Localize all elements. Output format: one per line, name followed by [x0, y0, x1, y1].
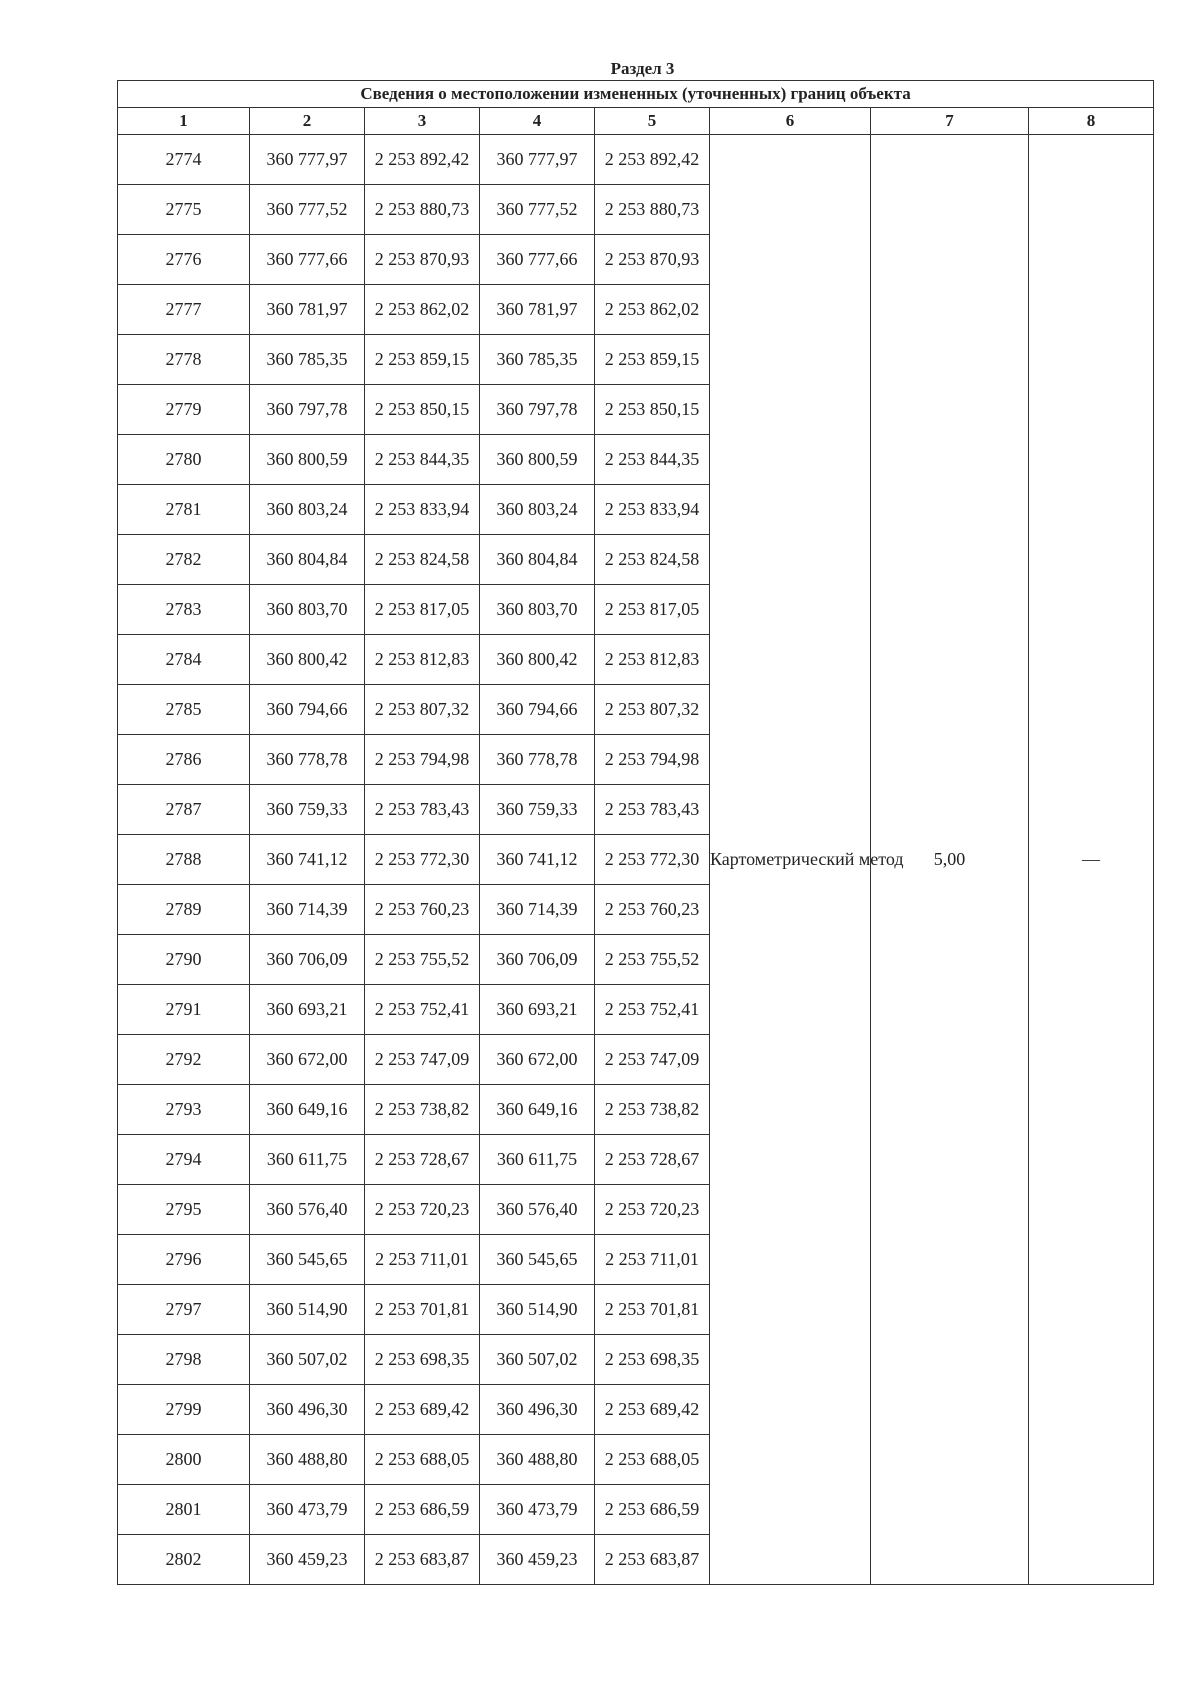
x-new-cell: 360 473,79 — [480, 1485, 595, 1535]
x-existing-cell: 360 507,02 — [250, 1335, 365, 1385]
x-new-cell: 360 781,97 — [480, 285, 595, 335]
point-number-cell: 2795 — [118, 1185, 250, 1235]
column-number-5: 5 — [595, 108, 710, 135]
x-existing-cell: 360 672,00 — [250, 1035, 365, 1085]
x-existing-cell: 360 797,78 — [250, 385, 365, 435]
y-new-cell: 2 253 747,09 — [595, 1035, 710, 1085]
x-new-cell: 360 777,66 — [480, 235, 595, 285]
x-existing-cell: 360 803,70 — [250, 585, 365, 635]
point-number-cell: 2789 — [118, 885, 250, 935]
y-existing-cell: 2 253 844,35 — [365, 435, 480, 485]
point-number-cell: 2785 — [118, 685, 250, 735]
table-body — [118, 135, 1154, 1585]
column-number-4: 4 — [480, 108, 595, 135]
x-existing-cell: 360 473,79 — [250, 1485, 365, 1535]
x-new-cell: 360 777,52 — [480, 185, 595, 235]
x-new-cell: 360 459,23 — [480, 1535, 595, 1585]
x-existing-cell: 360 545,65 — [250, 1235, 365, 1285]
y-new-cell: 2 253 686,59 — [595, 1485, 710, 1535]
x-existing-cell: 360 800,59 — [250, 435, 365, 485]
x-new-cell: 360 777,97 — [480, 135, 595, 185]
x-new-cell: 360 576,40 — [480, 1185, 595, 1235]
y-existing-cell: 2 253 683,87 — [365, 1535, 480, 1585]
y-new-cell: 2 253 807,32 — [595, 685, 710, 735]
x-existing-cell: 360 777,66 — [250, 235, 365, 285]
x-existing-cell: 360 800,42 — [250, 635, 365, 685]
y-new-cell: 2 253 688,05 — [595, 1435, 710, 1485]
y-existing-cell: 2 253 720,23 — [365, 1185, 480, 1235]
y-new-cell: 2 253 892,42 — [595, 135, 710, 185]
y-new-cell: 2 253 755,52 — [595, 935, 710, 985]
point-number-cell: 2802 — [118, 1535, 250, 1585]
x-existing-cell: 360 781,97 — [250, 285, 365, 335]
x-new-cell: 360 759,33 — [480, 785, 595, 835]
x-new-cell: 360 778,78 — [480, 735, 595, 785]
y-existing-cell: 2 253 807,32 — [365, 685, 480, 735]
y-new-cell: 2 253 783,43 — [595, 785, 710, 835]
point-number-cell: 2783 — [118, 585, 250, 635]
point-number-cell: 2787 — [118, 785, 250, 835]
y-existing-cell: 2 253 688,05 — [365, 1435, 480, 1485]
x-new-cell: 360 741,12 — [480, 835, 595, 885]
x-existing-cell: 360 514,90 — [250, 1285, 365, 1335]
point-number-cell: 2791 — [118, 985, 250, 1035]
x-existing-cell: 360 759,33 — [250, 785, 365, 835]
method-cell: Картометрический метод — [710, 135, 871, 1585]
point-number-cell: 2799 — [118, 1385, 250, 1435]
x-new-cell: 360 507,02 — [480, 1335, 595, 1385]
y-new-cell: 2 253 728,67 — [595, 1135, 710, 1185]
x-existing-cell: 360 649,16 — [250, 1085, 365, 1135]
y-existing-cell: 2 253 794,98 — [365, 735, 480, 785]
y-new-cell: 2 253 720,23 — [595, 1185, 710, 1235]
x-new-cell: 360 488,80 — [480, 1435, 595, 1485]
accuracy-cell: 5,00 — [871, 135, 1029, 1585]
point-number-cell: 2782 — [118, 535, 250, 585]
y-new-cell: 2 253 817,05 — [595, 585, 710, 635]
y-existing-cell: 2 253 698,35 — [365, 1335, 480, 1385]
point-number-cell: 2784 — [118, 635, 250, 685]
x-existing-cell: 360 741,12 — [250, 835, 365, 885]
x-existing-cell: 360 714,39 — [250, 885, 365, 935]
y-existing-cell: 2 253 772,30 — [365, 835, 480, 885]
y-new-cell: 2 253 752,41 — [595, 985, 710, 1035]
y-new-cell: 2 253 850,15 — [595, 385, 710, 435]
x-new-cell: 360 803,70 — [480, 585, 595, 635]
x-existing-cell: 360 496,30 — [250, 1385, 365, 1435]
point-number-cell: 2777 — [118, 285, 250, 335]
x-new-cell: 360 803,24 — [480, 485, 595, 535]
y-existing-cell: 2 253 747,09 — [365, 1035, 480, 1085]
point-number-cell: 2786 — [118, 735, 250, 785]
x-new-cell: 360 785,35 — [480, 335, 595, 385]
y-existing-cell: 2 253 711,01 — [365, 1235, 480, 1285]
y-new-cell: 2 253 683,87 — [595, 1535, 710, 1585]
column-number-6: 6 — [710, 108, 871, 135]
x-existing-cell: 360 459,23 — [250, 1535, 365, 1585]
point-number-cell: 2801 — [118, 1485, 250, 1535]
column-number-row — [118, 108, 1154, 135]
y-existing-cell: 2 253 701,81 — [365, 1285, 480, 1335]
x-new-cell: 360 514,90 — [480, 1285, 595, 1335]
point-number-cell: 2781 — [118, 485, 250, 535]
y-new-cell: 2 253 824,58 — [595, 535, 710, 585]
point-number-cell: 2780 — [118, 435, 250, 485]
y-existing-cell: 2 253 862,02 — [365, 285, 480, 335]
x-new-cell: 360 800,59 — [480, 435, 595, 485]
x-existing-cell: 360 794,66 — [250, 685, 365, 735]
column-number-8: 8 — [1029, 108, 1154, 135]
x-new-cell: 360 714,39 — [480, 885, 595, 935]
y-existing-cell: 2 253 728,67 — [365, 1135, 480, 1185]
x-existing-cell: 360 785,35 — [250, 335, 365, 385]
y-new-cell: 2 253 760,23 — [595, 885, 710, 935]
boundary-coordinates-table — [117, 80, 1154, 1585]
table-row — [118, 135, 1154, 185]
x-new-cell: 360 693,21 — [480, 985, 595, 1035]
table-caption: Сведения о местоположении измененных (уточненных) границ объекта — [118, 81, 1154, 108]
y-existing-cell: 2 253 686,59 — [365, 1485, 480, 1535]
y-existing-cell: 2 253 880,73 — [365, 185, 480, 235]
column-number-1: 1 — [118, 108, 250, 135]
x-existing-cell: 360 488,80 — [250, 1435, 365, 1485]
y-new-cell: 2 253 794,98 — [595, 735, 710, 785]
point-number-cell: 2790 — [118, 935, 250, 985]
x-existing-cell: 360 804,84 — [250, 535, 365, 585]
x-existing-cell: 360 778,78 — [250, 735, 365, 785]
x-existing-cell: 360 777,97 — [250, 135, 365, 185]
y-existing-cell: 2 253 812,83 — [365, 635, 480, 685]
y-existing-cell: 2 253 738,82 — [365, 1085, 480, 1135]
point-number-cell: 2792 — [118, 1035, 250, 1085]
y-existing-cell: 2 253 824,58 — [365, 535, 480, 585]
point-number-cell: 2800 — [118, 1435, 250, 1485]
y-new-cell: 2 253 711,01 — [595, 1235, 710, 1285]
y-existing-cell: 2 253 689,42 — [365, 1385, 480, 1435]
column-number-3: 3 — [365, 108, 480, 135]
point-number-cell: 2798 — [118, 1335, 250, 1385]
y-new-cell: 2 253 859,15 — [595, 335, 710, 385]
x-existing-cell: 360 576,40 — [250, 1185, 365, 1235]
x-new-cell: 360 794,66 — [480, 685, 595, 735]
point-number-cell: 2779 — [118, 385, 250, 435]
y-new-cell: 2 253 772,30 — [595, 835, 710, 885]
x-existing-cell: 360 777,52 — [250, 185, 365, 235]
y-existing-cell: 2 253 892,42 — [365, 135, 480, 185]
x-existing-cell: 360 611,75 — [250, 1135, 365, 1185]
y-new-cell: 2 253 738,82 — [595, 1085, 710, 1135]
y-existing-cell: 2 253 817,05 — [365, 585, 480, 635]
x-new-cell: 360 672,00 — [480, 1035, 595, 1085]
point-number-cell: 2788 — [118, 835, 250, 885]
x-new-cell: 360 797,78 — [480, 385, 595, 435]
x-existing-cell: 360 706,09 — [250, 935, 365, 985]
y-new-cell: 2 253 812,83 — [595, 635, 710, 685]
point-number-cell: 2797 — [118, 1285, 250, 1335]
x-new-cell: 360 649,16 — [480, 1085, 595, 1135]
column-number-7: 7 — [871, 108, 1029, 135]
y-new-cell: 2 253 880,73 — [595, 185, 710, 235]
y-new-cell: 2 253 862,02 — [595, 285, 710, 335]
point-number-cell: 2776 — [118, 235, 250, 285]
point-number-cell: 2775 — [118, 185, 250, 235]
y-new-cell: 2 253 701,81 — [595, 1285, 710, 1335]
point-number-cell: 2794 — [118, 1135, 250, 1185]
y-existing-cell: 2 253 850,15 — [365, 385, 480, 435]
y-existing-cell: 2 253 760,23 — [365, 885, 480, 935]
x-new-cell: 360 545,65 — [480, 1235, 595, 1285]
y-existing-cell: 2 253 755,52 — [365, 935, 480, 985]
column-number-2: 2 — [250, 108, 365, 135]
y-new-cell: 2 253 833,94 — [595, 485, 710, 535]
y-existing-cell: 2 253 870,93 — [365, 235, 480, 285]
point-number-cell: 2778 — [118, 335, 250, 385]
y-existing-cell: 2 253 859,15 — [365, 335, 480, 385]
point-number-cell: 2796 — [118, 1235, 250, 1285]
x-existing-cell: 360 803,24 — [250, 485, 365, 535]
x-new-cell: 360 706,09 — [480, 935, 595, 985]
point-number-cell: 2793 — [118, 1085, 250, 1135]
section-title: Раздел 3 — [610, 59, 675, 78]
x-existing-cell: 360 693,21 — [250, 985, 365, 1035]
y-new-cell: 2 253 870,93 — [595, 235, 710, 285]
y-existing-cell: 2 253 833,94 — [365, 485, 480, 535]
y-new-cell: 2 253 844,35 — [595, 435, 710, 485]
y-new-cell: 2 253 689,42 — [595, 1385, 710, 1435]
y-new-cell: 2 253 698,35 — [595, 1335, 710, 1385]
y-existing-cell: 2 253 752,41 — [365, 985, 480, 1035]
x-new-cell: 360 611,75 — [480, 1135, 595, 1185]
x-new-cell: 360 800,42 — [480, 635, 595, 685]
x-new-cell: 360 804,84 — [480, 535, 595, 585]
column-8-cell: — — [1029, 135, 1154, 1585]
x-new-cell: 360 496,30 — [480, 1385, 595, 1435]
y-existing-cell: 2 253 783,43 — [365, 785, 480, 835]
point-number-cell: 2774 — [118, 135, 250, 185]
